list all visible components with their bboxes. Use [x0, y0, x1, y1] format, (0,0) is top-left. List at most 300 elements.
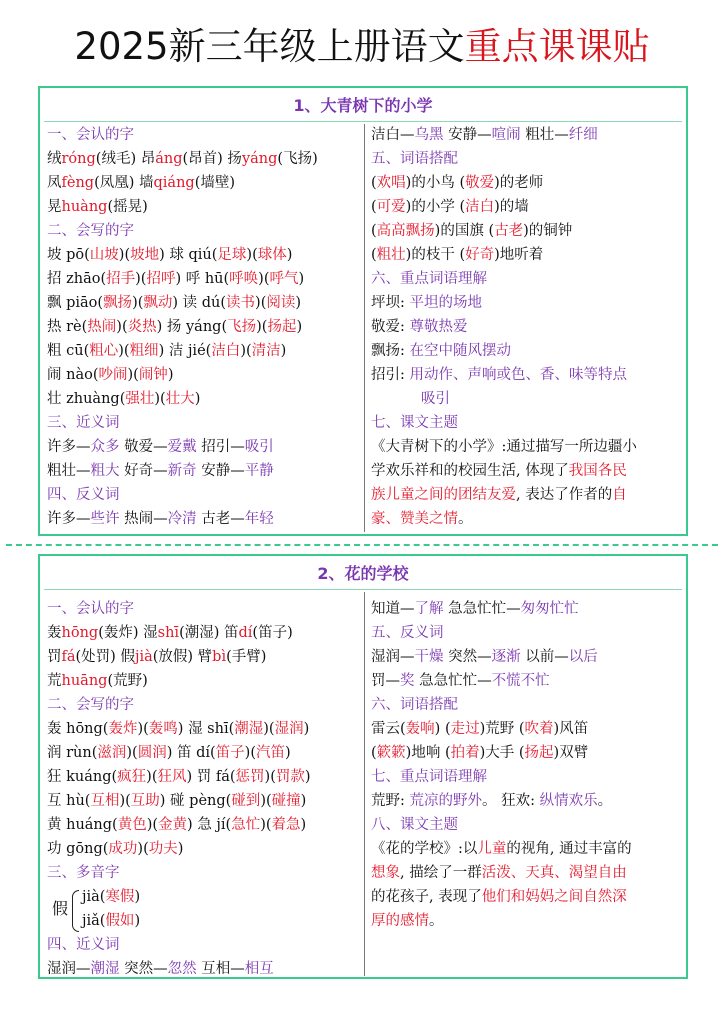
synonym-line — [371, 599, 579, 619]
answer-text: 匆匆忙忙 — [520, 601, 579, 617]
highlight-text: 汽笛 — [255, 745, 285, 761]
write-line — [47, 767, 311, 787]
highlight-text: 圆润 — [137, 745, 167, 761]
theme-line — [371, 839, 632, 859]
highlight-text: 罚款 — [275, 769, 305, 785]
lesson-2-title: 2、花的学校 — [317, 564, 409, 583]
meaning-line — [371, 365, 627, 385]
text: 坡 pō( — [47, 247, 90, 263]
antonym-line — [47, 509, 274, 529]
recognize-line — [47, 149, 318, 169]
meaning-line — [371, 293, 482, 313]
write-line — [47, 743, 291, 763]
text: ) 球 qiú( — [159, 247, 218, 263]
answer-text: 年轻 — [244, 511, 274, 527]
write-line — [47, 791, 306, 811]
highlight-text: 飘动 — [143, 295, 173, 311]
text: )( — [116, 319, 128, 335]
section-heading: 二、会写的字 — [47, 697, 134, 713]
text: 许多— — [47, 439, 91, 455]
meaning-line — [421, 389, 450, 409]
text: jià( — [82, 889, 106, 905]
text: )( — [127, 367, 139, 383]
highlight-text: 欢唱 — [376, 175, 406, 191]
highlight-text: 豪、赞美之情 — [371, 511, 458, 527]
highlight-text: 好奇 — [465, 247, 495, 263]
collocation-line — [371, 197, 529, 217]
text: 湿润— — [371, 649, 415, 665]
section-heading: 四、近义词 — [47, 937, 120, 953]
highlight-text: 飞扬 — [227, 319, 257, 335]
text: 敬爱— — [119, 439, 168, 455]
text: )( — [137, 841, 149, 857]
highlight-text: bì — [212, 649, 227, 665]
text: 。 — [429, 913, 444, 929]
text: 热闹— — [119, 511, 168, 527]
text: )( — [244, 745, 256, 761]
synonym-line — [47, 437, 274, 457]
text: (昂首) 扬 — [182, 151, 242, 167]
text: ) — [134, 889, 141, 905]
highlight-text: 强壮 — [125, 391, 155, 407]
text: 的视角, 通过丰富的 — [506, 841, 632, 857]
collocation-line — [371, 173, 543, 193]
section-heading: 六、重点词语理解 — [371, 271, 487, 287]
page-title-main: 2025新三年级上册语文 — [74, 25, 465, 68]
text: )的老师 — [494, 175, 544, 191]
text: ) — [134, 913, 141, 929]
text: ) 呼 hū( — [175, 271, 230, 287]
meaning-line — [371, 341, 511, 361]
text: 轰 hōng( — [47, 721, 109, 737]
section-heading: 五、反义词 — [371, 625, 444, 641]
title-divider — [44, 121, 682, 122]
lesson-1-panel — [38, 86, 688, 536]
highlight-text: 自 — [612, 487, 627, 503]
highlight-text: 吵闹 — [98, 367, 128, 383]
text: 荒野: — [371, 793, 410, 809]
text: ) — [296, 319, 303, 335]
text: 润 rùn( — [47, 745, 98, 761]
text: 突然— — [119, 961, 168, 977]
dashed-divider — [6, 544, 718, 546]
text: )的国旗 ( — [434, 223, 495, 239]
answer-text: 新奇 — [167, 463, 197, 479]
text: ) — [303, 721, 310, 737]
highlight-text: 洁白 — [211, 343, 241, 359]
synonym-line — [47, 959, 274, 979]
text: ) 笛 dí( — [166, 745, 216, 761]
text: 凤 — [47, 175, 62, 191]
answer-text: 尊敬热爱 — [409, 319, 468, 335]
text: 招 zhāo( — [47, 271, 107, 287]
highlight-text: 黄色 — [117, 817, 147, 833]
highlight-text: 阅读 — [266, 295, 296, 311]
highlight-text: 金黄 — [158, 817, 188, 833]
text: )( — [146, 769, 158, 785]
highlight-text: 走过 — [450, 721, 480, 737]
text: 许多— — [47, 511, 91, 527]
answer-text: 粗大 — [90, 463, 120, 479]
text: ) — [284, 745, 291, 761]
highlight-text: 想象 — [371, 865, 400, 881]
text: )的小鸟 ( — [405, 175, 466, 191]
theme-line — [371, 461, 627, 481]
highlight-text: 他们和妈妈之间自然深 — [481, 889, 627, 905]
write-line — [47, 269, 304, 289]
highlight-text: 滋润 — [97, 745, 127, 761]
answer-text: 奖 — [400, 673, 415, 689]
highlight-text: 球体 — [257, 247, 287, 263]
text: 急急忙忙— — [443, 601, 521, 617]
text: ) — [286, 247, 293, 263]
highlight-text: 轰响 — [405, 721, 435, 737]
text: 罚— — [371, 673, 400, 689]
highlight-text: 闹钟 — [138, 367, 168, 383]
highlight-text: yáng — [241, 151, 278, 167]
text: (摇晃) — [107, 199, 148, 215]
text: )大手 ( — [479, 745, 525, 761]
text: (手臂) — [226, 649, 267, 665]
highlight-text: 清洁 — [251, 343, 281, 359]
recognize-line — [47, 647, 266, 667]
write-line — [47, 341, 286, 361]
title-divider — [44, 589, 682, 590]
text: 招引— — [196, 439, 245, 455]
highlight-text: 扬起 — [267, 319, 297, 335]
answer-text: 相互 — [244, 961, 274, 977]
highlight-text: jià — [134, 649, 153, 665]
text: )( — [126, 745, 138, 761]
section-heading: 七、重点词语理解 — [371, 769, 487, 785]
highlight-text: huàng — [61, 199, 108, 215]
answer-text: 平坦的场地 — [409, 295, 482, 311]
section-heading: 六、词语搭配 — [371, 697, 458, 713]
highlight-text: 功夫 — [148, 841, 178, 857]
highlight-text: 成功 — [108, 841, 138, 857]
text: (荒野) — [107, 673, 148, 689]
answer-text: 不慌不忙 — [491, 673, 550, 689]
theme-line — [371, 485, 627, 505]
text: 以前— — [520, 649, 569, 665]
highlight-text: 儿童 — [477, 841, 507, 857]
text: )( — [246, 247, 258, 263]
highlight-text: 招呼 — [146, 271, 176, 287]
text: 湿润— — [47, 961, 91, 977]
text: )( — [135, 271, 147, 287]
answer-text: 吸引 — [244, 439, 274, 455]
text: 。 狂欢: — [482, 793, 540, 809]
text: )( — [146, 817, 159, 833]
highlight-text: dí — [238, 625, 253, 641]
write-line — [47, 719, 309, 739]
highlight-text: 族儿童之间的团结友爱 — [371, 487, 516, 503]
highlight-text: 我国各民 — [568, 463, 627, 479]
theme-line — [371, 863, 627, 883]
text: (凤凰) 墙 — [94, 175, 154, 191]
text: ) — [295, 295, 302, 311]
highlight-text: shī — [157, 625, 180, 641]
text: ) 碰 pèng( — [159, 793, 232, 809]
text: 互 hù( — [47, 793, 91, 809]
highlight-text: áng — [155, 151, 183, 167]
text: )( — [118, 247, 131, 263]
text: )双臂 — [553, 745, 589, 761]
answer-text: 干燥 — [414, 649, 444, 665]
text: 绒 — [47, 151, 62, 167]
text: 热 rè( — [47, 319, 88, 335]
highlight-text: 互相 — [90, 793, 120, 809]
text: (处罚) 假 — [75, 649, 135, 665]
highlight-text: 着急 — [271, 817, 301, 833]
text: 招引: — [371, 367, 410, 383]
recognize-line — [47, 173, 235, 193]
highlight-text: 笛子 — [215, 745, 245, 761]
text: ) — [304, 769, 311, 785]
text: 《花的学校》:以 — [371, 841, 478, 857]
highlight-text: 飘扬 — [103, 295, 133, 311]
text: ) — [167, 367, 174, 383]
highlight-text: 簌簌 — [376, 745, 406, 761]
highlight-text: 呼气 — [269, 271, 299, 287]
highlight-text: 疯狂 — [117, 769, 147, 785]
write-line — [47, 365, 173, 385]
text: 学欢乐祥和的校园生活, 体现了 — [371, 463, 569, 479]
write-line — [47, 317, 302, 337]
highlight-text: 热闹 — [87, 319, 117, 335]
text: , 描绘了一群 — [400, 865, 482, 881]
text: (轰炸) 湿 — [98, 625, 158, 641]
text: ) 读 dú( — [172, 295, 227, 311]
text: 荒 — [47, 673, 62, 689]
write-line — [47, 839, 183, 859]
text: 雷云( — [371, 721, 406, 737]
text: ( — [371, 199, 377, 215]
highlight-text: 扬起 — [524, 745, 554, 761]
text: 罚 — [47, 649, 62, 665]
theme-line — [371, 509, 473, 529]
text: )( — [118, 343, 130, 359]
text: 。 — [597, 793, 613, 809]
text: )( — [137, 721, 149, 737]
text: 坪坝: — [371, 295, 410, 311]
text: 壮 zhuàng( — [47, 391, 126, 407]
lesson-1-title: 1、大青树下的小学 — [293, 96, 433, 115]
highlight-text: 活泼、天真、渴望自由 — [481, 865, 627, 881]
highlight-text: 湿润 — [274, 721, 304, 737]
text: 粗壮— — [47, 463, 91, 479]
section-heading: 三、近义词 — [47, 415, 120, 431]
write-line — [47, 293, 301, 313]
synonym-line — [47, 461, 274, 481]
antonym-line — [371, 671, 550, 691]
collocation-line — [371, 221, 572, 241]
text: ) 洁 jié( — [158, 343, 212, 359]
polyphone-char: 假 — [52, 899, 69, 918]
text: )的枝干 ( — [405, 247, 466, 263]
text: ( — [371, 175, 377, 191]
text: 互相— — [196, 961, 245, 977]
text: ( — [371, 745, 377, 761]
write-line — [47, 245, 292, 265]
answer-text: 纤细 — [568, 127, 598, 143]
text: 功 gōng( — [47, 841, 109, 857]
text: 好奇— — [119, 463, 168, 479]
text: )( — [260, 793, 272, 809]
highlight-text: 招手 — [106, 271, 136, 287]
brace-icon — [72, 890, 79, 932]
text: ( — [371, 247, 377, 263]
text: )( — [256, 319, 268, 335]
answer-text: 纵情欢乐 — [539, 793, 598, 809]
highlight-text: fèng — [61, 175, 95, 191]
text: 黄 huáng( — [47, 817, 118, 833]
highlight-text: 轰鸣 — [148, 721, 178, 737]
column-divider — [364, 592, 365, 976]
text: jiǎ( — [82, 913, 106, 929]
answer-text: 用动作、声响或色、香、味等特点 — [409, 367, 627, 383]
text: )( — [132, 295, 144, 311]
text: 安静— — [443, 127, 492, 143]
text: )( — [263, 721, 275, 737]
highlight-text: 吹着 — [524, 721, 554, 737]
text: ) 扬 yáng( — [156, 319, 228, 335]
highlight-text: 壮大 — [165, 391, 195, 407]
polyphone-line — [82, 911, 140, 931]
highlight-text: 炎热 — [127, 319, 157, 335]
highlight-text: 古老 — [494, 223, 524, 239]
text: 轰 — [47, 625, 62, 641]
highlight-text: 高高飘扬 — [376, 223, 435, 239]
polyphone-line — [82, 887, 140, 907]
recognize-line — [47, 671, 148, 691]
collocation-line — [371, 743, 588, 763]
text: , 表达了作者的 — [516, 487, 613, 503]
lesson-2-panel — [38, 554, 688, 979]
highlight-text: 互助 — [130, 793, 160, 809]
text: ) ( — [434, 721, 451, 737]
column-divider — [364, 124, 365, 532]
meaning-line — [371, 791, 612, 811]
highlight-text: róng — [61, 151, 96, 167]
text: 粗 cū( — [47, 343, 90, 359]
highlight-text: 粗细 — [129, 343, 159, 359]
highlight-text: 狂风 — [157, 769, 187, 785]
section-heading: 二、会写的字 — [47, 223, 134, 239]
text: )的墙 — [494, 199, 529, 215]
text: ) 罚 fá( — [186, 769, 236, 785]
text: (笛子) — [252, 625, 293, 641]
answer-text: 在空中随风摆动 — [409, 343, 511, 359]
answer-text: 喧闹 — [491, 127, 521, 143]
highlight-text: 洁白 — [465, 199, 495, 215]
highlight-text: 轰炸 — [108, 721, 138, 737]
collocation-line — [371, 245, 543, 265]
text: )( — [264, 769, 276, 785]
section-heading: 四、反义词 — [47, 487, 120, 503]
text: )的铜钟 — [523, 223, 573, 239]
text: )( — [240, 343, 252, 359]
text: )( — [154, 391, 166, 407]
text: )( — [258, 271, 270, 287]
text: (放假) 臂 — [152, 649, 213, 665]
highlight-text: 潮湿 — [234, 721, 264, 737]
answer-text: 潮湿 — [90, 961, 120, 977]
highlight-text: 足球 — [217, 247, 247, 263]
highlight-text: 急忙 — [231, 817, 261, 833]
highlight-text: 敬爱 — [465, 175, 495, 191]
highlight-text: 坡地 — [130, 247, 160, 263]
write-line — [47, 815, 306, 835]
text: )风笛 — [553, 721, 589, 737]
text: )地响 ( — [405, 745, 451, 761]
section-heading: 一、会认的字 — [47, 127, 134, 143]
text: )( — [255, 295, 267, 311]
text: ) — [177, 841, 184, 857]
answer-text: 吸引 — [421, 391, 450, 407]
highlight-text: 粗壮 — [376, 247, 406, 263]
text: ) — [298, 271, 305, 287]
text: )荒野 ( — [479, 721, 525, 737]
text: 洁白— — [371, 127, 415, 143]
highlight-text: 粗心 — [89, 343, 119, 359]
text: )的小学 ( — [405, 199, 466, 215]
text: 急急忙忙— — [414, 673, 492, 689]
highlight-text: qiáng — [153, 175, 195, 191]
highlight-text: 呼唤 — [229, 271, 259, 287]
highlight-text: 可爱 — [376, 199, 406, 215]
highlight-text: 厚的感情 — [371, 913, 429, 929]
highlight-text: 读书 — [226, 295, 256, 311]
text: )地听着 — [494, 247, 544, 263]
section-heading: 一、会认的字 — [47, 601, 134, 617]
text: (墙壁) — [194, 175, 236, 191]
section-heading: 五、词语搭配 — [371, 151, 458, 167]
highlight-text: 碰到 — [231, 793, 261, 809]
answer-text: 荒凉的野外 — [409, 793, 482, 809]
text: ) — [300, 793, 307, 809]
answer-text: 乌黑 — [414, 127, 444, 143]
text: ) 湿 shī( — [177, 721, 235, 737]
answer-text: 冷清 — [167, 511, 197, 527]
antonym-line — [371, 125, 598, 145]
highlight-text: huāng — [61, 673, 108, 689]
theme-line — [371, 911, 444, 931]
highlight-text: 拍着 — [450, 745, 480, 761]
text: (潮湿) 笛 — [179, 625, 239, 641]
text: 知道— — [371, 601, 415, 617]
text: 闹 nào( — [47, 367, 99, 383]
answer-text: 平静 — [244, 463, 274, 479]
write-line — [47, 389, 200, 409]
highlight-text: 山坡 — [89, 247, 119, 263]
text: (飞扬) — [277, 151, 318, 167]
page-title — [0, 22, 724, 72]
page-title-highlight: 重点课课贴 — [464, 25, 650, 68]
highlight-text: 假如 — [105, 913, 135, 929]
highlight-text: 寒假 — [105, 889, 135, 905]
collocation-line — [371, 719, 588, 739]
answer-text: 众多 — [90, 439, 120, 455]
answer-text: 逐渐 — [491, 649, 521, 665]
text: ) — [300, 817, 307, 833]
text: 飘扬: — [371, 343, 410, 359]
answer-text: 爱戴 — [167, 439, 197, 455]
text: 安静— — [196, 463, 245, 479]
section-heading: 七、课文主题 — [371, 415, 458, 431]
answer-text: 忽然 — [167, 961, 197, 977]
text: 飘 piāo( — [47, 295, 104, 311]
